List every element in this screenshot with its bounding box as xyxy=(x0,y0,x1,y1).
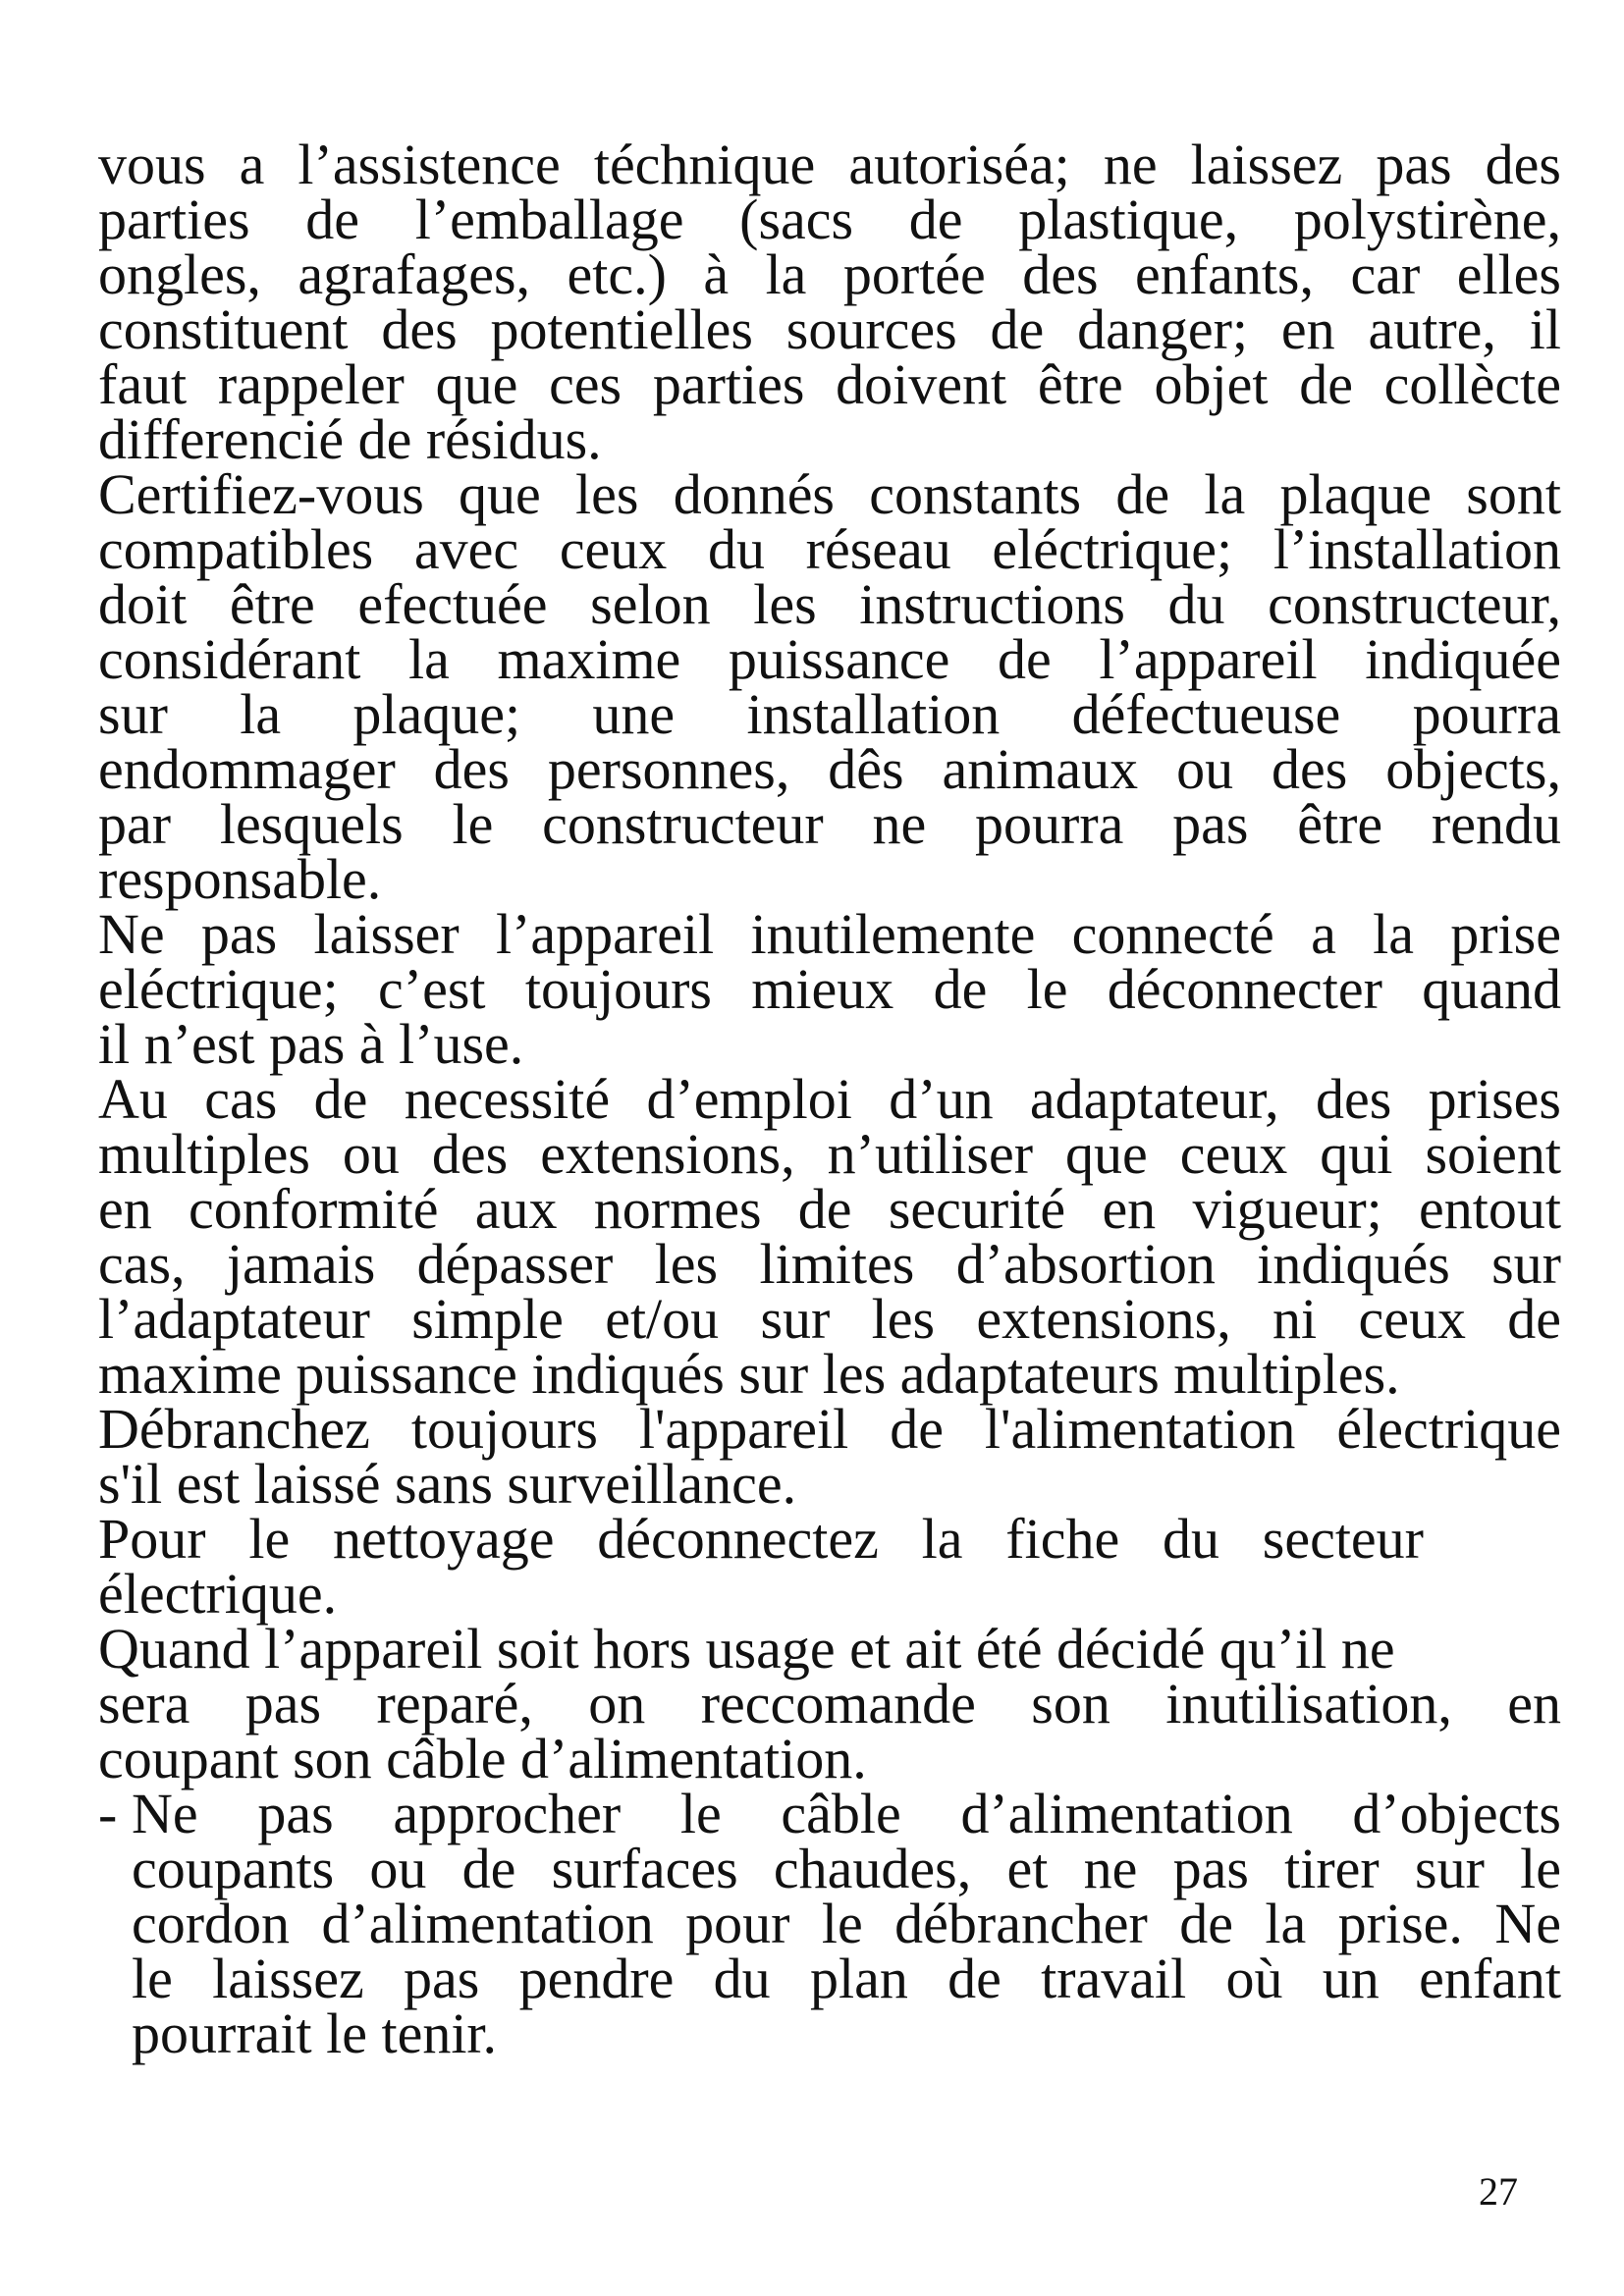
paragraph-disposal xyxy=(98,1617,1561,1790)
paragraph-unattended xyxy=(98,1397,1561,1516)
text-line: s'il est laissé sans surveillance. xyxy=(98,1452,797,1516)
bullet-marker: - xyxy=(98,1782,118,1845)
page-body xyxy=(98,133,1561,2065)
text-line: sera pas reparé, on reccomande son inutilisation, en xyxy=(98,1672,1561,1735)
text-line: parties de l’emballage (sacs de plastique, polystirène, xyxy=(98,187,1561,251)
text-line: Ne pas laisser l’appareil inutilemente connecté a la prise xyxy=(98,902,1561,966)
text-line: cas, jamais dépasser les limites d’absortion indiqués sur xyxy=(98,1232,1561,1296)
text-line: coupants ou de surfaces chaudes, et ne pas tirer sur le xyxy=(132,1837,1561,1900)
text-line: par lesquels le constructeur ne pourra pas être rendu xyxy=(98,792,1561,856)
text-line: Pour le nettoyage déconnectez la fiche du secteur xyxy=(98,1507,1424,1571)
paragraph-cleaning xyxy=(98,1507,1561,1626)
text-line: le laissez pas pendre du plan de travail où un enfant xyxy=(132,1947,1561,2010)
text-line: pourrait le tenir. xyxy=(132,2002,498,2065)
text-line: responsable. xyxy=(98,847,382,911)
bullet-item-cable xyxy=(98,1782,1561,2065)
text-line: considérant la maxime puissance de l’appareil indiquée xyxy=(98,627,1561,691)
text-line: Quand l’appareil soit hors usage et ait été décidé qu’il ne xyxy=(98,1617,1395,1681)
paragraph-packaging xyxy=(98,133,1561,471)
text-line: l’adaptateur simple et/ou sur les extensions, ni ceux de xyxy=(98,1287,1561,1351)
text-line: Débranchez toujours l'appareil de l'alimentation électrique xyxy=(98,1397,1561,1461)
text-line: ongles, agrafages, etc.) à la portée des enfants, car elles xyxy=(98,242,1561,306)
text-line: coupant son câble d’alimentation. xyxy=(98,1727,867,1790)
text-line: Au cas de necessité d’emploi d’un adaptateur, des prises xyxy=(98,1067,1561,1131)
paragraph-adapters xyxy=(98,1067,1561,1406)
text-line: doit être efectuée selon les instructions du constructeur, xyxy=(98,572,1561,636)
text-line: maxime puissance indiqués sur les adaptateurs multiples. xyxy=(98,1342,1400,1406)
text-line: vous a l’assistence téchnique autoriséa; ne laissez pas des xyxy=(98,133,1561,196)
paragraph-unplug xyxy=(98,902,1561,1076)
text-line: faut rappeler que ces parties doivent être objet de collècte xyxy=(98,352,1561,416)
text-line: cordon d’alimentation pour le débrancher de la prise. Ne xyxy=(132,1892,1561,1955)
text-line: eléctrique; c’est toujours mieux de le déconnecter quand xyxy=(98,957,1561,1021)
text-line: sur la plaque; une installation défectueuse pourra xyxy=(98,682,1561,746)
paragraph-installation xyxy=(98,462,1561,911)
text-line: compatibles avec ceux du réseau eléctrique; l’installation xyxy=(98,517,1561,581)
text-line: endommager des personnes, dês animaux ou des objects, xyxy=(98,737,1561,801)
text-line: differencié de résidus. xyxy=(98,407,602,471)
text-line: constituent des potentielles sources de danger; en autre, il xyxy=(98,297,1561,361)
text-line: en conformité aux normes de securité en vigueur; entout xyxy=(98,1177,1561,1241)
text-line: Certifiez-vous que les donnés constants de la plaque sont xyxy=(98,462,1561,526)
text-line: multiples ou des extensions, n’utiliser que ceux qui soient xyxy=(98,1122,1561,1186)
text-line: il n’est pas à l’use. xyxy=(98,1012,524,1076)
page-number: 27 xyxy=(1479,2169,1518,2214)
text-line: électrique. xyxy=(98,1562,338,1626)
text-line: Ne pas approcher le câble d’alimentation d’objects xyxy=(132,1782,1561,1845)
